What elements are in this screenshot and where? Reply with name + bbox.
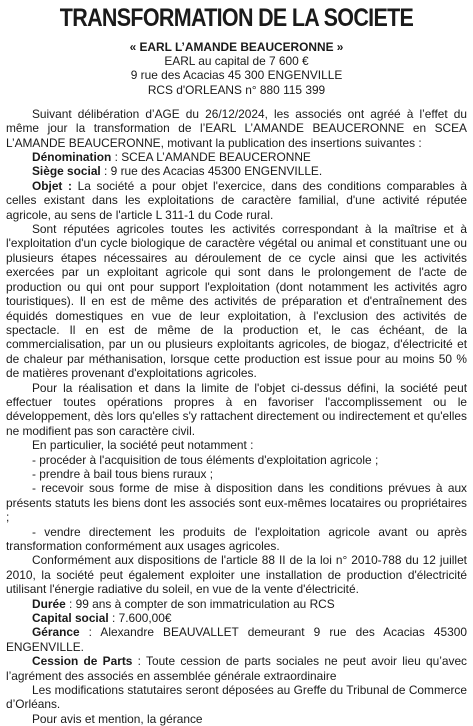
modifications-paragraph: Les modifications statutaires seront déposées au Greffe du Tribunal de Commerce d’Orléans. <box>6 683 467 712</box>
company-address: 9 rue des Acacias 45 300 ENGENVILLE <box>130 68 343 83</box>
company-name: « EARL L’AMANDE BEAUCERONNE » <box>129 40 344 54</box>
objet-value: La société a pour objet l'exercice, dans des conditions comparables à celles existant dans les exploitations de caractère familial, d'une activité réputée agricole, au sens de l'article L 311-1 du Code rural. <box>6 178 467 222</box>
spacer <box>6 97 467 107</box>
conforme-paragraph: Conformément aux dispositions de l'article 88 II de la loi n° 2010-788 du 12 juillet 2010, la société peut également exploiter une installation de production d'électricité utilisant l'énergie radiative du soleil, en vue de la vente d'électricité. <box>6 553 467 597</box>
company-form-capital: EARL au capital de 7 600 € <box>164 54 309 69</box>
siege-label: Siège social <box>32 164 101 179</box>
denomination-line <box>6 150 467 164</box>
objet-label: Objet : <box>32 178 73 193</box>
closing-line: Pour avis et mention, la gérance <box>32 711 203 726</box>
capital-label: Capital social <box>32 611 109 626</box>
bullet-item: - procéder à l'acquisition de tous éléments d'exploitation agricole ; <box>32 452 379 467</box>
siege-line <box>6 164 467 178</box>
intro-paragraph: Suivant délibération d’AGE du 26/12/2024, les associés ont agréé à l’effet du même jour la transformation de l’EARL L’AMANDE BEAUCERONNE en SCEA L’AMANDE BEAUCERONNE, motivant la publication des insertions suivantes : <box>6 106 467 150</box>
bullet-item: - prendre à bail tous biens ruraux ; <box>32 466 214 481</box>
duree-line <box>6 597 467 611</box>
company-rcs: RCS d'ORLEANS n° 880 115 399 <box>147 82 326 97</box>
bullet-item: - vendre directement les produits de l'exploitation agricole avant ou après transformation conformément aux usages agricoles. <box>6 524 467 553</box>
agricoles-paragraph: Sont réputées agricoles toutes les activités correspondant à la maîtrise et à l'exploitation d'un cycle biologique de caractère végétal ou animal et constituant une ou plusieurs étapes nécessaires au déroulement de ce cycle ainsi que les activités exercées par un exploitant agricole qui sont dans le prolongement de l'acte de production ou qui ont pour support l'exploitation (dont notamment les activités agro touristiques). Il en est de même des activités de préparation et d'entraînement des équidés domestiques en vue de leur exploitation, à l'exclusion des activités de spectacle. Il en est de même de la production et, le cas échéant, de la commercialisation, par un ou plusieurs exploitants agricoles, de biogaz, d'électricité et de chaleur par méthanisation, lorsque cette production est issue pour au moins 50 % de matières provenant d'exploitations agricoles. <box>6 222 467 381</box>
denomination-value: : SCEA L’AMANDE BEAUCERONNE <box>111 150 311 165</box>
siege-value: : 9 rue des Acacias 45300 ENGENVILLE. <box>100 164 323 179</box>
notice-title: TRANSFORMATION DE LA SOCIETE <box>59 4 414 32</box>
denomination-label: Dénomination <box>32 150 112 165</box>
capital-value: : 7.600,00€ <box>108 611 172 626</box>
realisation-paragraph: Pour la réalisation et dans la limite de l'objet ci-dessus défini, la société peut effectuer toutes opérations propres à en favoriser l'accomplissement ou le développement, dès lors qu'elles s'y rattachent directement ou indirectement et qu'elles ne modifient pas son caractère civil. <box>6 380 467 438</box>
gerance-label: Gérance <box>32 625 80 640</box>
cession-value: : Toute cession de parts sociales ne peut avoir lieu qu’avec l’agrément des associés en assemblée générale extraordinaire <box>6 654 468 683</box>
duree-value: : 99 ans à compter de son immatriculation au RCS <box>65 596 335 611</box>
capital-line <box>6 611 467 625</box>
gerance-value: : Alexandre BEAUVALLET demeurant 9 rue des Acacias 45300 ENGENVILLE. <box>6 625 467 654</box>
gerance-paragraph <box>6 625 467 654</box>
duree-label: Durée <box>32 596 66 611</box>
cession-label: Cession de Parts <box>32 654 133 669</box>
cession-paragraph <box>6 654 467 683</box>
particulier-paragraph: En particulier, la société peut notamment : <box>32 438 254 453</box>
bullet-item: - recevoir sous forme de mise à disposition dans les conditions prévues à aux présents statuts les biens dont les associés sont eux-mêmes locataires ou propriétaires ; <box>6 481 467 525</box>
objet-paragraph <box>6 179 467 222</box>
